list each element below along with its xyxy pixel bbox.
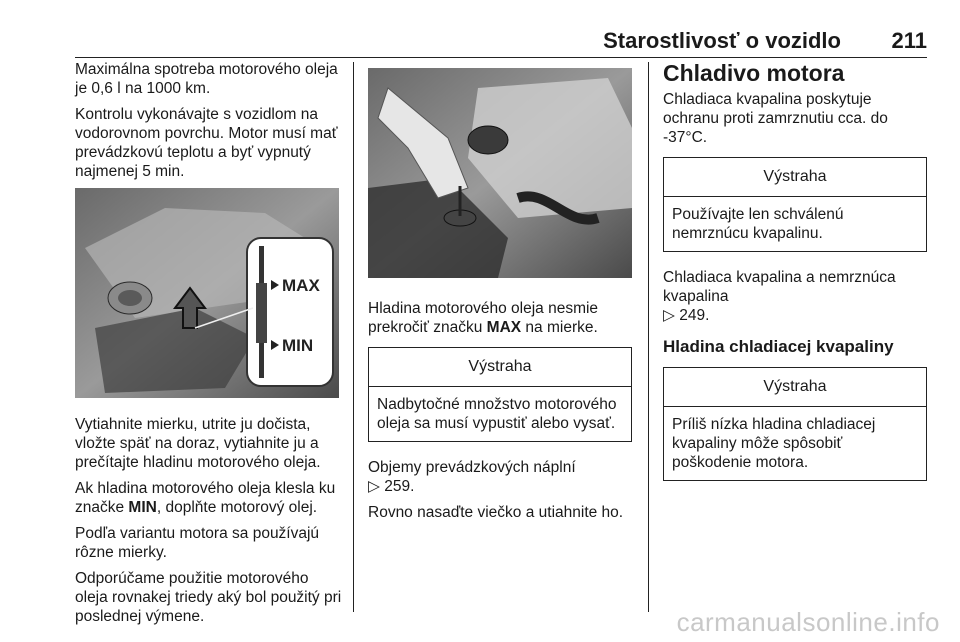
column-divider: [648, 62, 649, 612]
page-header: [75, 24, 927, 54]
page-ref[interactable]: 249.: [679, 307, 710, 324]
paragraph: Maximálna spotreba motorového oleja je 0,6 l na 1000 km.: [75, 61, 338, 97]
page-ref-icon: ▷: [368, 478, 385, 495]
text: Chladiaca kvapalina a nemrznúca kvapalina: [663, 269, 896, 305]
paragraph: Vytiahnite mierku, utrite ju dočista, vložte späť na doraz, vytiahnite ju a prečítajte hladinu motorového oleja.: [75, 416, 321, 471]
text: , doplňte motorový olej.: [156, 499, 318, 516]
column-3: [663, 60, 927, 497]
section-title: Chladivo motora: [663, 60, 845, 86]
page-ref-icon: ▷: [663, 307, 680, 324]
oil-fill-figure: [368, 68, 632, 283]
warning-title: Výstraha: [369, 348, 631, 387]
warning-text: Nadbytočné množstvo motorového oleja sa musí vypustiť alebo vysať.: [377, 396, 617, 432]
paragraph: [368, 458, 632, 496]
text: Ak hladina motorového oleja klesla ku značke: [75, 480, 336, 516]
engine-dipstick-illustration: [75, 188, 339, 398]
min-mark: MIN: [128, 499, 157, 516]
paragraph: Chladiaca kvapalina poskytuje ochranu proti zamrznutiu cca. do -37°C.: [663, 91, 888, 146]
paragraph: [368, 299, 632, 337]
warning-box: [663, 157, 927, 252]
column-divider: [353, 62, 354, 612]
paragraph: [663, 268, 927, 325]
text: Hladina motorového oleja nesmie prekročiť značku: [368, 300, 599, 336]
warning-text: Používajte len schválenú nemrznúcu kvapalinu.: [672, 206, 844, 242]
paragraph: Rovno nasaďte viečko a utiahnite ho.: [368, 504, 624, 521]
warning-box: [368, 347, 632, 442]
max-mark: MAX: [486, 319, 522, 336]
watermark: carmanualsonline.info: [676, 607, 940, 637]
page-ref[interactable]: 259.: [384, 478, 415, 495]
paragraph: Kontrolu vykonávajte s vozidlom na vodorovnom povrchu. Motor musí mať prevádzkovú teplotu a byť vypnutý najmenej 5 min.: [75, 106, 338, 180]
min-label: MIN: [282, 336, 314, 355]
oil-filling-illustration: [368, 68, 632, 278]
max-label: MAX: [282, 276, 320, 295]
dipstick-figure: [75, 188, 343, 403]
header-title: Starostlivosť o vozidlo: [603, 28, 841, 53]
warning-title: Výstraha: [664, 158, 926, 197]
text: Objemy prevádzkových náplní: [368, 459, 576, 476]
warning-title: Výstraha: [664, 368, 926, 407]
subsection-title: Hladina chladiacej kvapaliny: [663, 337, 894, 356]
paragraph: Podľa variantu motora sa používajú rôzne mierky.: [75, 525, 320, 561]
warning-box: [663, 367, 927, 481]
text: na mierke.: [521, 319, 598, 336]
column-1: [75, 60, 343, 633]
page-number: 211: [891, 28, 927, 53]
warning-text: Príliš nízka hladina chladiacej kvapaliny môže spôsobiť poškodenie motora.: [672, 416, 876, 471]
paragraph: [75, 479, 343, 517]
column-2: [368, 60, 632, 529]
header-rule: [75, 57, 927, 58]
paragraph: Odporúčame použitie motorového oleja rovnakej triedy aký bol použitý pri poslednej výmene.: [75, 570, 342, 625]
